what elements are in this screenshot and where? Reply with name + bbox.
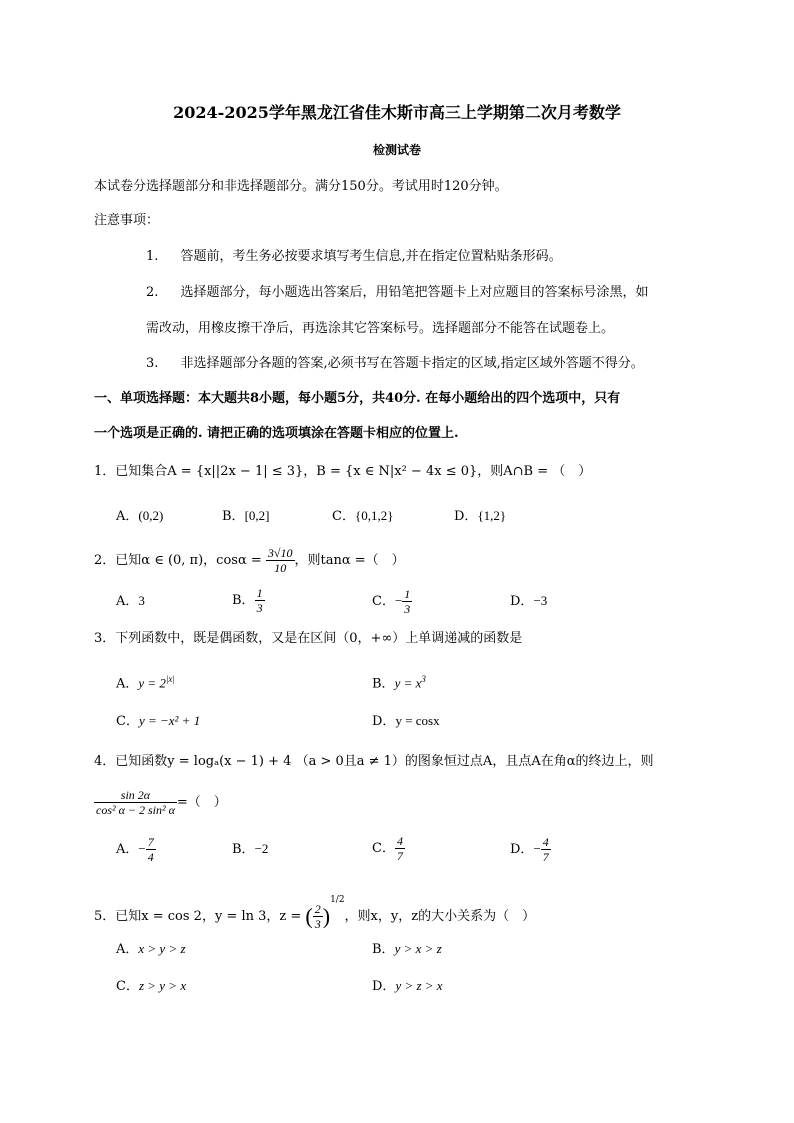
question-text: 下列函数中，既是偶函数，又是在区间（0，+∞）上单调递减的函数是 xyxy=(115,631,523,646)
q1-option-c: C．{0,1,2} xyxy=(332,508,394,524)
q3-option-a: A．$y = 2^{|x|}$ xyxy=(116,674,175,692)
page-title: 2024-2025学年黑龙江省佳木斯市高三上学期第二次月考数学 xyxy=(173,103,621,122)
question-text: 已知x = cos 2，y = ln 3，z = xyxy=(115,909,302,924)
q5-option-a: A．x > y > z xyxy=(116,941,186,957)
page-subtitle: 检测试卷 xyxy=(372,143,421,157)
notes-heading: 注意事项： xyxy=(94,213,160,228)
q4-option-b: B．−2 xyxy=(232,841,269,857)
note-text: 非选择题部分各题的答案,必须书写在答题卡指定的区域,指定区域外答题不得分。 xyxy=(180,356,644,371)
question-2-stem xyxy=(94,544,405,578)
note-number: 3. xyxy=(146,356,159,371)
q3-option-c: C．y = −x² + 1 xyxy=(116,713,201,729)
question-text: 已知函数y = logₐ(x − 1) + 4 （a > 0且a ≠ 1）的图象恒过点A，且点A在角α的终边上，则 xyxy=(115,754,654,769)
note-text: 选择题部分，每小题选出答案后，用铅笔把答题卡上对应题目的答案标号涂黑，如 xyxy=(180,285,649,300)
note-1 xyxy=(146,248,562,266)
fraction: $\frac{3√10}{10}$ xyxy=(267,546,293,575)
question-number: 1． xyxy=(94,464,116,479)
question-text: 已知α ∈ (0, π)，cosα = xyxy=(115,553,262,568)
q2-option-a: A．3 xyxy=(116,593,145,609)
question-number: 4． xyxy=(94,754,116,769)
section-heading-continued: 一个选项是正确的. 请把正确的选项填涂在答题卡相应的位置上. xyxy=(94,426,459,441)
q5-option-c: C．z > y > x xyxy=(116,978,187,994)
q4-option-a: A．− $\frac{7}{4}$ xyxy=(116,835,154,864)
q5-option-b: B．y > x > z xyxy=(372,941,442,957)
q2-option-d: D．−3 xyxy=(510,593,548,609)
question-number: 3． xyxy=(94,631,116,646)
q3-option-d: D．y = cosx xyxy=(372,713,440,729)
question-text-post: ，则x，y，z的大小关系为（ ） xyxy=(344,909,536,924)
q1-option-a: A．(0,2) xyxy=(116,508,164,524)
q2-option-b: B． $\frac{1}{3}$ xyxy=(232,586,263,615)
fraction: $\frac{2}{3}$ xyxy=(314,902,321,931)
q1-option-d: D．{1,2} xyxy=(454,508,507,524)
note-2-continued: 需改动，用橡皮擦干净后，再选涂其它答案标号。选择题部分不能答在试题卷上。 xyxy=(146,321,615,336)
note-number: 2. xyxy=(146,285,159,300)
q2-option-c: C．− $\frac{1}{3}$ xyxy=(372,587,411,616)
question-1-stem xyxy=(94,463,591,481)
question-number: 5． xyxy=(94,909,116,924)
question-text-post: ，则tanα =（ ） xyxy=(294,553,405,568)
section-heading: 一、单项选择题：本大题共8小题，每小题5分，共40分. 在每小题给出的四个选项中，只有 xyxy=(94,391,621,406)
question-number: 2． xyxy=(94,553,116,568)
fraction: $\frac{\sin 2\alpha}{\text{cos² α − 2 sin² α}}$ xyxy=(96,788,175,817)
note-3 xyxy=(146,355,644,373)
note-2 xyxy=(146,284,649,302)
q1-option-b: B．[0,2] xyxy=(222,508,270,524)
exam-description: 本试卷分选择题部分和非选择题部分。满分150分。考试用时120分钟。 xyxy=(94,179,508,194)
question-text: 已知集合A = {x||2x − 1| ≤ 3}，B = {x ∈ N|x² − 4x ≤ 0}，则A∩B = （ ） xyxy=(115,464,592,479)
q4-option-c: C． $\frac{4}{7}$ xyxy=(372,834,403,863)
q4-option-d: D．− $\frac{4}{7}$ xyxy=(510,835,549,864)
note-text: 答题前，考生务必按要求填写考生信息,并在指定位置粘贴条形码。 xyxy=(180,249,562,264)
question-4-expression: $\frac{\sin 2\alpha}{\text{cos² α − 2 sin² α}}$ =（ ） xyxy=(96,788,227,817)
question-3-stem xyxy=(94,630,522,648)
q3-option-b: B．$y = x^3$ xyxy=(372,674,426,692)
q5-option-d: D．y > z > x xyxy=(372,978,443,994)
question-5-stem: 5．已知x = cos 2，y = ln 3，z = ( $\frac{2}{3}$ )$^{1/2}$，则x，y，z的大小关系为（ ） xyxy=(94,895,536,931)
note-number: 1. xyxy=(146,249,159,264)
question-4-stem xyxy=(94,753,653,771)
